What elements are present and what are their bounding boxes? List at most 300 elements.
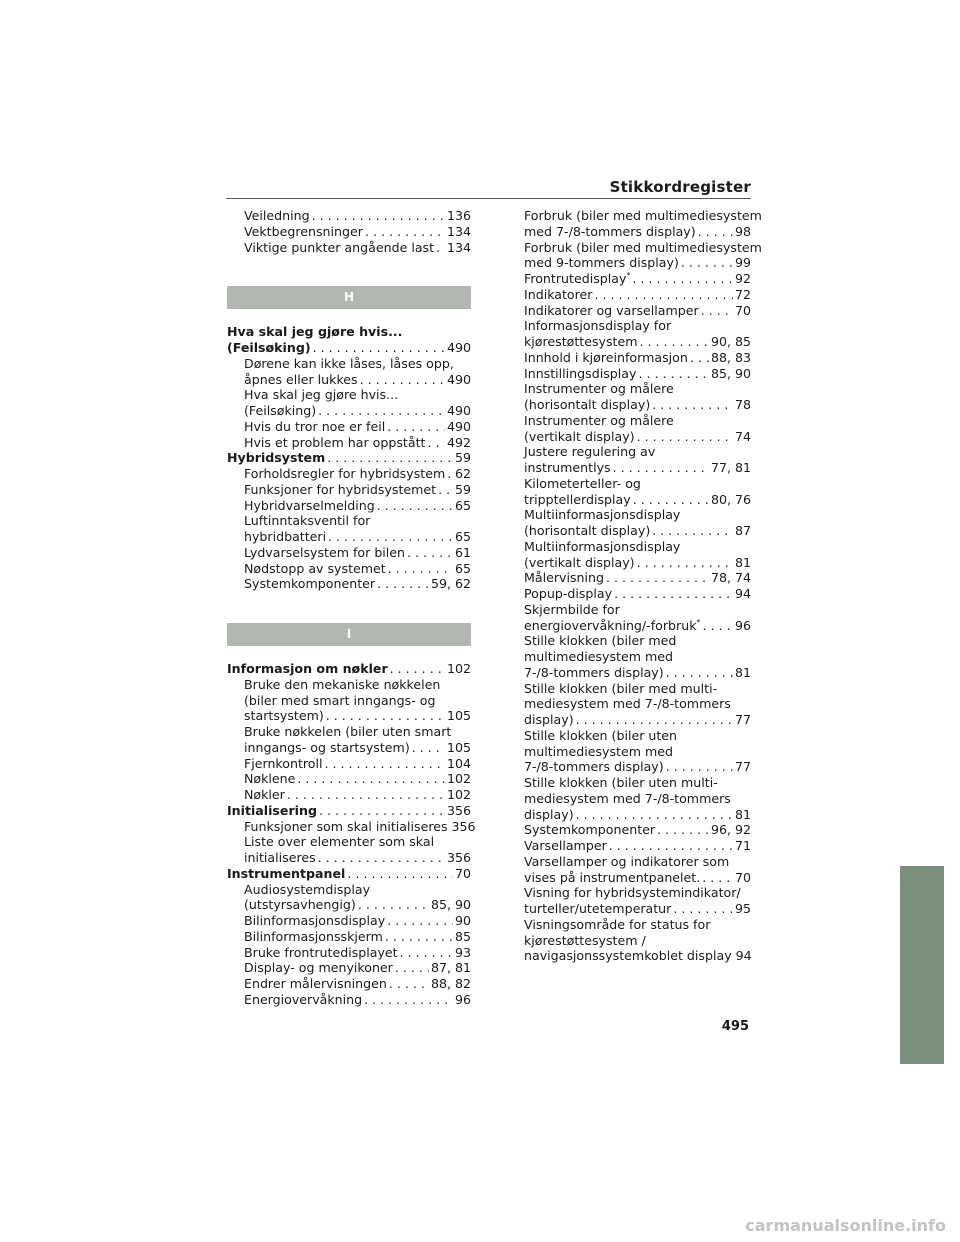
index-entry-label xyxy=(244,913,385,929)
index-entry-text: Multiinformasjonsdisplay xyxy=(524,507,681,523)
index-entry-label-text: Forholdsregler for hybridsystem xyxy=(244,466,446,481)
index-entry-text: Varsellamper og indikatorer som xyxy=(524,853,730,869)
index-entry-label xyxy=(244,992,362,1008)
dot-leader xyxy=(387,913,453,929)
index-entry xyxy=(524,555,751,571)
dot-leader xyxy=(436,240,445,256)
index-entry-label xyxy=(244,945,398,961)
index-page-ref: 92 xyxy=(734,271,751,286)
index-entry xyxy=(227,450,471,466)
index-page-ref: 65 xyxy=(454,497,471,513)
index-page-ref: 105 xyxy=(446,708,471,724)
index-entry-text: Bruke den mekaniske nøkkelen xyxy=(244,676,441,692)
index-entry-label-text: (utstyrsavhengig) xyxy=(244,897,356,913)
index-page-ref: 490 xyxy=(446,418,471,434)
index-entry-text: Justere regulering av xyxy=(524,444,656,460)
index-entry xyxy=(524,948,751,964)
index-entry-label xyxy=(524,807,574,823)
index-entry-label xyxy=(524,838,607,854)
index-entry-text: multimediesystem med xyxy=(524,649,673,664)
index-entry-label xyxy=(524,712,574,728)
index-entry-label-text: Hvis du tror noe er feil xyxy=(244,418,386,434)
index-entry-label xyxy=(227,803,317,819)
index-entry-label xyxy=(227,661,388,677)
index-entry-label xyxy=(244,561,386,577)
index-entry xyxy=(227,850,471,866)
index-entry xyxy=(227,976,471,992)
index-entry-label-text: Systemkomponenter xyxy=(244,576,376,592)
index-entry xyxy=(524,838,751,854)
index-entry-label-text: energiovervåkning/-forbruk xyxy=(524,617,697,633)
index-entry-label-text: Fjernkontroll xyxy=(244,755,323,771)
index-entry-label xyxy=(244,419,385,435)
dot-leader xyxy=(666,759,733,775)
dot-leader xyxy=(395,960,429,976)
dot-leader xyxy=(377,576,429,592)
index-entry xyxy=(227,803,471,819)
index-entry xyxy=(227,818,476,835)
index-entry-label xyxy=(244,529,326,545)
watermark-text: carmanualsonline.info xyxy=(745,1216,946,1235)
index-column-right xyxy=(524,208,762,964)
index-entry-label xyxy=(244,897,356,913)
dot-leader xyxy=(390,661,445,677)
index-entry-label-text: med 9-tommers display) xyxy=(524,255,679,271)
index-entry-label-text: turteller/utetemperatur xyxy=(524,901,672,916)
index-entry-text: kjørestøttesystem / xyxy=(524,932,646,948)
index-entry xyxy=(524,334,751,350)
index-entry-label xyxy=(244,208,310,224)
dot-leader xyxy=(576,712,733,728)
index-entry xyxy=(227,561,471,577)
header-divider xyxy=(226,198,751,199)
index-entry-label xyxy=(524,303,699,319)
index-page-ref: 70 xyxy=(454,865,471,881)
dot-leader xyxy=(681,255,733,271)
dot-leader xyxy=(318,403,445,419)
index-page-ref: 80, 76 xyxy=(710,491,751,507)
index-entry-label-text: Popup-display xyxy=(524,586,613,601)
index-entry-label xyxy=(244,960,393,976)
index-entry xyxy=(524,271,751,287)
index-page-ref: 490 xyxy=(446,340,471,355)
index-entry xyxy=(227,208,471,224)
index-entry-text: Multiinformasjonsdisplay xyxy=(524,538,681,554)
index-page-ref: 77, 81 xyxy=(710,460,751,475)
index-page-ref: 59 xyxy=(454,450,471,466)
index-entry-label xyxy=(524,334,638,350)
index-entry-label xyxy=(524,271,630,287)
index-entry-text: Skjermbilde for xyxy=(524,601,620,617)
index-page-ref: 77 xyxy=(734,712,751,727)
index-page-ref: 99 xyxy=(734,255,751,271)
index-entry-label xyxy=(524,618,700,634)
index-entry-label-text: (horisontalt display) xyxy=(524,523,651,538)
index-entry-label xyxy=(524,287,592,303)
index-entry-label xyxy=(524,397,650,413)
index-entry-label xyxy=(524,570,604,586)
index-entry-label xyxy=(227,450,325,466)
index-entry-label xyxy=(524,492,631,508)
index-entry xyxy=(227,498,471,514)
index-entry-label-text: (vertikalt display) xyxy=(524,554,635,570)
index-entry-label-text: display) xyxy=(524,806,574,822)
dot-leader xyxy=(377,498,453,514)
index-entry-label xyxy=(524,759,664,775)
index-entry-label xyxy=(244,545,405,561)
index-page-ref: 490 xyxy=(446,371,471,387)
index-page-ref: 105 xyxy=(446,739,471,755)
index-entry xyxy=(524,523,751,539)
index-entry-label-text: Nøklene xyxy=(244,771,296,787)
dot-leader xyxy=(389,976,429,992)
index-entry-label-text: display) xyxy=(524,712,574,727)
index-page-ref: 61 xyxy=(454,544,471,560)
index-page-ref: 85, 90 xyxy=(710,365,751,381)
index-entry-text: mediesystem med 7-/8-tommers xyxy=(524,696,731,712)
index-entry-text: Visningsområde for status for xyxy=(524,916,711,932)
index-entry xyxy=(524,224,751,240)
index-page-ref: 96 xyxy=(734,617,751,633)
index-entry-label xyxy=(524,366,636,382)
index-letter-heading: H xyxy=(227,286,471,309)
index-page-ref: 81 xyxy=(734,806,751,822)
dot-leader xyxy=(407,545,453,561)
index-page-ref: 96 xyxy=(454,991,471,1007)
index-entry xyxy=(227,529,471,545)
index-entry-label-text: Lydvarselsystem for bilen xyxy=(244,544,406,560)
index-entry-label xyxy=(524,429,635,445)
index-entry xyxy=(227,992,471,1008)
index-entry-label-text: Innstillingsdisplay xyxy=(524,365,637,381)
dot-leader xyxy=(287,787,445,803)
index-entry xyxy=(227,929,471,945)
index-entry-label xyxy=(244,498,375,514)
dot-leader xyxy=(358,897,429,913)
index-entry-label-text: Funksjoner som skal initialiseres xyxy=(244,818,448,834)
index-entry xyxy=(227,960,471,976)
index-entry xyxy=(227,435,471,451)
dot-leader xyxy=(637,429,733,445)
dot-leader xyxy=(427,435,444,451)
index-entry-text: Hva skal jeg gjøre hvis... xyxy=(244,387,399,403)
index-entry-label-text: Instrumentpanel xyxy=(227,865,346,881)
index-page-ref: 490 xyxy=(446,403,471,418)
index-page-ref: 136 xyxy=(446,208,471,223)
index-page-ref: 70 xyxy=(734,869,751,885)
index-entry-label-text: 7-/8-tommers display) xyxy=(524,759,664,775)
dot-leader xyxy=(385,929,453,945)
dot-leader xyxy=(701,303,733,319)
index-page-ref: 62 xyxy=(454,466,471,481)
dot-leader xyxy=(326,708,445,724)
index-entry-label-text: Hybridsystem xyxy=(227,450,326,466)
index-page-ref: 356 xyxy=(446,802,471,818)
index-entry-label-text: tripptellerdisplay xyxy=(524,491,631,507)
index-entry-label xyxy=(244,576,375,592)
index-entry-label-text: Indikatorer xyxy=(524,286,593,302)
index-entry-label xyxy=(524,870,700,886)
dot-leader xyxy=(347,866,453,882)
index-entry-label-text: Informasjon om nøkler xyxy=(227,661,388,676)
index-page-ref: 65 xyxy=(454,560,471,576)
index-entry-label xyxy=(524,901,671,917)
index-page-ref: 96, 92 xyxy=(710,822,751,838)
index-entry-label-text: Indikatorer og varsellamper xyxy=(524,302,699,318)
index-entry-text: Informasjonsdisplay for xyxy=(524,318,672,334)
index-entry-text: Bruke nøkkelen (biler uten smart xyxy=(244,724,452,739)
dot-leader xyxy=(657,822,709,838)
index-entry-label-text: åpnes eller lukkes xyxy=(244,371,358,387)
index-entry-label-text: med 7-/8-tommers display) xyxy=(524,223,696,239)
page-header-title: Stikkordregister xyxy=(609,178,751,196)
index-entry xyxy=(227,913,471,929)
dot-leader xyxy=(365,224,445,240)
index-entry-label xyxy=(244,708,324,724)
index-page-ref: 65 xyxy=(454,529,471,544)
index-page-ref: 94 xyxy=(734,586,751,601)
index-page-ref: 492 xyxy=(446,434,471,450)
index-entry xyxy=(524,397,751,413)
index-entry-text: Stille klokken (biler med xyxy=(524,633,677,649)
index-page-ref: 90 xyxy=(454,913,471,928)
index-entry xyxy=(524,429,751,445)
index-entry xyxy=(524,618,751,634)
index-entry-label-text: Viktige punkter angående last xyxy=(244,239,435,255)
index-entry xyxy=(227,576,471,592)
index-page-ref: 77 xyxy=(734,759,751,775)
dot-leader xyxy=(360,372,445,388)
index-page-ref: 104 xyxy=(446,755,471,771)
index-entry-label-text: Bilinformasjonsskjerm xyxy=(244,928,383,944)
index-entry-label xyxy=(524,586,612,602)
index-page-ref: 72 xyxy=(734,286,751,302)
index-entry-text: Stille klokken (biler uten xyxy=(524,727,678,743)
index-entry-label-text: (Feilsøking) xyxy=(244,403,317,418)
index-entry-label xyxy=(524,224,696,240)
index-entry xyxy=(227,708,471,724)
dot-leader xyxy=(312,208,445,224)
index-entry-label-text: Hvis et problem har oppstått xyxy=(244,434,426,450)
index-entry-label-text: Målervisning xyxy=(524,570,604,586)
index-page-ref: 81 xyxy=(734,664,751,680)
dot-leader xyxy=(412,740,445,756)
index-entry xyxy=(227,545,471,561)
index-entry xyxy=(227,866,471,882)
index-page-ref: 93 xyxy=(454,944,471,960)
index-entry-label xyxy=(244,976,387,992)
index-entry xyxy=(524,586,751,602)
index-page-ref: 78, 74 xyxy=(710,570,751,586)
index-entry xyxy=(227,756,471,772)
index-entry xyxy=(524,822,751,838)
index-entry-label xyxy=(524,523,650,539)
index-entry-label xyxy=(244,466,445,482)
index-page-ref: 356 xyxy=(446,850,471,865)
index-entry-label xyxy=(524,555,635,571)
index-entry xyxy=(227,482,471,498)
index-entry-label xyxy=(524,460,611,476)
dot-leader xyxy=(652,397,733,413)
dot-leader xyxy=(606,570,709,586)
index-page-ref: 98 xyxy=(734,223,751,239)
index-entry xyxy=(227,419,471,435)
index-entry-label-text: (vertikalt display) xyxy=(524,428,635,444)
index-entry-label-text: vises på instrumentpanelet. xyxy=(524,869,701,885)
index-page-ref: 134 xyxy=(446,239,471,255)
index-entry-text: Audiosystemdisplay xyxy=(244,881,371,897)
index-entry-text: Luftinntaksventil for xyxy=(244,513,371,529)
index-entry-label xyxy=(524,665,664,681)
index-page-ref: 134 xyxy=(446,223,471,239)
dot-leader xyxy=(594,287,733,303)
dot-leader xyxy=(400,945,453,961)
index-entry xyxy=(227,240,471,256)
index-column-left xyxy=(227,208,476,1008)
index-page-ref: 356 xyxy=(451,818,476,834)
index-page-ref: 81 xyxy=(734,554,751,570)
index-entry-text: Instrumenter og målere xyxy=(524,381,674,397)
index-entry-label xyxy=(244,929,383,945)
index-page-ref: 85 xyxy=(454,928,471,944)
index-entry-label-text: navigasjonssystemkoblet display xyxy=(524,948,732,964)
index-page-ref: 71 xyxy=(734,838,751,853)
footnote-marker: * xyxy=(626,270,631,280)
index-entry xyxy=(524,570,751,586)
page-number: 495 xyxy=(721,1019,749,1034)
index-entry-label-text: startsystem) xyxy=(244,708,324,724)
index-entry-label-text: Endrer målervisningen xyxy=(244,976,387,991)
index-entry-label xyxy=(244,740,410,756)
dot-leader xyxy=(702,618,732,634)
dot-leader xyxy=(325,756,445,772)
index-entry-label xyxy=(244,403,316,419)
index-entry xyxy=(524,303,751,319)
dot-leader xyxy=(638,366,709,382)
index-entry-label-text: 7-/8-tommers display) xyxy=(524,664,664,680)
dot-leader xyxy=(632,271,733,287)
dot-leader xyxy=(318,850,445,866)
index-entry-text: Forbruk (biler med multimediesystem xyxy=(524,239,762,255)
index-entry xyxy=(227,945,471,961)
index-page-ref: 74 xyxy=(734,428,751,444)
dot-leader xyxy=(666,665,733,681)
index-entry xyxy=(227,771,471,787)
index-entry-label-text: Initialisering xyxy=(227,802,317,818)
index-entry xyxy=(524,366,751,382)
index-page-ref: 102 xyxy=(446,661,471,676)
dot-leader xyxy=(690,350,709,366)
index-entry-label xyxy=(524,350,688,366)
index-entry xyxy=(227,340,471,356)
index-entry xyxy=(524,287,751,303)
index-entry-label-text: Hybridvarselmelding xyxy=(244,497,375,513)
index-entry-label-text: instrumentlys xyxy=(524,460,611,475)
index-entry-label-text: (Feilsøking) xyxy=(227,340,311,355)
index-entry-label-text: Vektbegrensninger xyxy=(244,223,363,239)
index-entry-label-text: Bruke frontrutedisplayet xyxy=(244,944,398,960)
dot-leader xyxy=(438,482,453,498)
dot-leader xyxy=(319,803,445,819)
index-entry-label xyxy=(524,822,655,838)
index-page-ref: 94 xyxy=(735,948,752,964)
index-entry-label-text: Veiledning xyxy=(244,208,310,223)
dot-leader xyxy=(640,334,709,350)
index-entry-label-text: Energiovervåkning xyxy=(244,991,363,1007)
dot-leader xyxy=(698,224,733,240)
index-page-ref: 59, 62 xyxy=(430,576,471,592)
index-entry xyxy=(524,460,751,476)
index-entry xyxy=(524,350,751,366)
index-entry xyxy=(524,712,751,728)
dot-leader xyxy=(328,529,453,545)
index-entry-label xyxy=(244,787,285,803)
index-entry xyxy=(227,740,471,756)
dot-leader xyxy=(637,555,733,571)
index-entry-text: Visning for hybridsystemindikator/ xyxy=(524,885,741,901)
index-entry-text: mediesystem med 7-/8-tommers xyxy=(524,790,731,806)
index-entry-label-text: Varsellamper xyxy=(524,838,607,853)
index-page-ref: 90, 85 xyxy=(710,334,751,349)
dot-leader xyxy=(652,523,733,539)
index-entry-label xyxy=(244,482,436,498)
dot-leader xyxy=(327,450,453,466)
index-page-ref: 70 xyxy=(734,302,751,318)
index-entry-text: multimediesystem med xyxy=(524,743,673,759)
index-entry-label-text: Innhold i kjøreinformasjon xyxy=(524,349,688,365)
index-entry-text: Stille klokken (biler uten multi- xyxy=(524,775,718,790)
index-entry xyxy=(227,466,471,482)
index-entry-text: (biler med smart inngangs- og xyxy=(244,692,436,708)
index-entry xyxy=(524,807,751,823)
dot-leader xyxy=(633,492,709,508)
dot-leader xyxy=(576,807,733,823)
index-entry-label-text: Funksjoner for hybridsystemet xyxy=(244,481,437,497)
dot-leader xyxy=(297,771,445,787)
index-entry xyxy=(227,403,471,419)
index-entry-label-text: initialiseres xyxy=(244,850,316,865)
dot-leader xyxy=(613,460,709,476)
index-entry-label xyxy=(227,340,311,356)
dot-leader xyxy=(313,340,445,356)
index-page-ref: 59 xyxy=(454,481,471,497)
index-entry xyxy=(227,787,471,803)
index-entry-label-text: Nødstopp av systemet xyxy=(244,560,386,576)
index-entry-label xyxy=(524,255,679,271)
dot-leader xyxy=(364,992,453,1008)
index-entry xyxy=(227,372,471,388)
index-page-ref: 88, 83 xyxy=(710,349,751,365)
index-entry-label xyxy=(244,819,448,835)
index-entry xyxy=(524,492,751,508)
dot-leader xyxy=(702,870,733,886)
index-entry-text: Hva skal jeg gjøre hvis... xyxy=(227,324,403,340)
dot-leader xyxy=(447,466,453,482)
index-entry-text: Dørene kan ikke låses, låses opp, xyxy=(244,355,454,371)
index-entry-label-text: Nøkler xyxy=(244,787,285,802)
index-entry-label xyxy=(244,771,295,787)
index-entry-label xyxy=(244,850,316,866)
index-entry xyxy=(227,224,471,240)
section-tab-marker xyxy=(900,866,944,1064)
index-entry-label-text: Display- og menyikoner xyxy=(244,960,393,976)
index-page-ref: 102 xyxy=(446,771,471,787)
index-page-ref: 78 xyxy=(734,397,751,412)
index-entry-text: Kilometerteller- og xyxy=(524,475,641,491)
index-entry-text: Liste over elementer som skal xyxy=(244,834,435,850)
index-entry-text: Instrumenter og målere xyxy=(524,412,674,428)
dot-leader xyxy=(388,561,453,577)
